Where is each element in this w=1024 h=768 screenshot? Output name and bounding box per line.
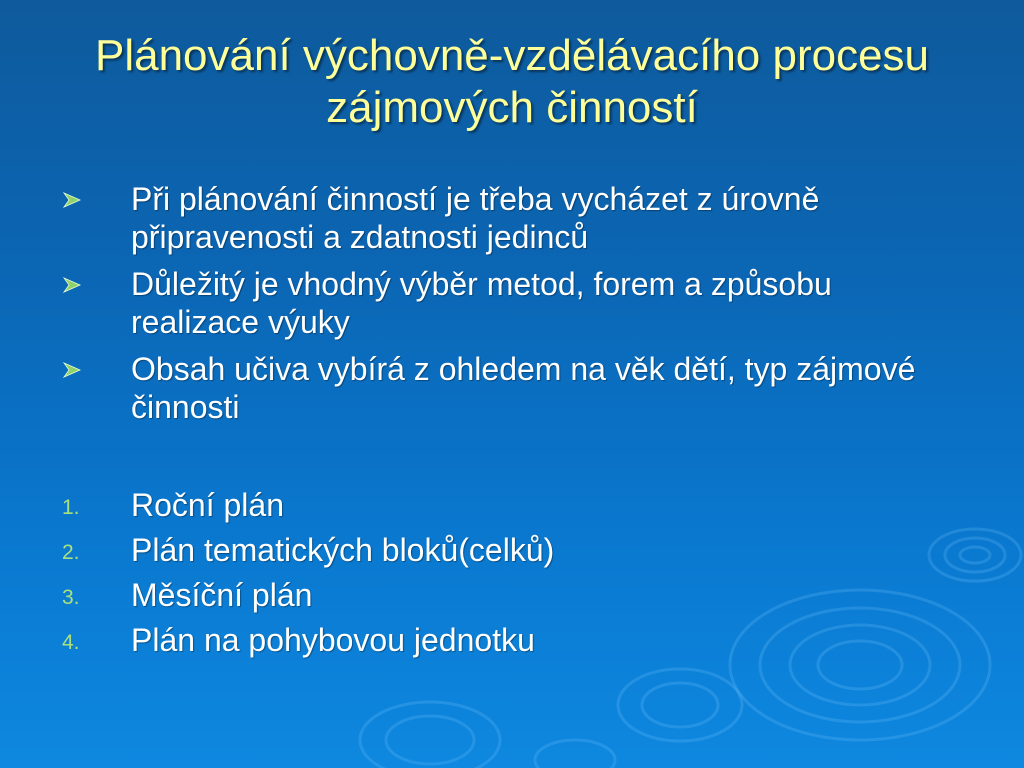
numbered-item (56, 622, 966, 658)
bullet-text: Při plánování činností je třeba vycházet z úrovně připravenosti a zdatnosti jedinců (131, 181, 820, 255)
number-marker: 4. (62, 631, 80, 654)
numbered-text: Roční plán (131, 487, 284, 523)
numbered-list (56, 487, 966, 667)
numbered-text: Plán na pohybovou jednotku (131, 622, 535, 658)
bullet-text: Důležitý je vhodný výběr metod, forem a způsobu realizace výuky (131, 266, 832, 340)
slide-title: Plánování výchovně-vzdělávacího procesu zájmových činností (94, 31, 930, 132)
numbered-item (56, 487, 966, 523)
bullet-list (56, 180, 966, 435)
numbered-text: Měsíční plán (131, 577, 313, 613)
number-marker: 3. (62, 586, 80, 609)
bullet-text: Obsah učiva vybírá z ohledem na věk dětí, typ zájmové činnosti (131, 351, 916, 425)
bullet-item (56, 350, 966, 426)
arrow-bullet-icon (62, 362, 82, 378)
arrow-bullet-icon (62, 192, 82, 208)
numbered-item (56, 577, 966, 613)
numbered-item (56, 532, 966, 568)
arrow-bullet-icon (62, 277, 82, 293)
bullet-item (56, 180, 966, 256)
bullet-item (56, 265, 966, 341)
number-marker: 1. (62, 496, 80, 519)
number-marker: 2. (62, 541, 80, 564)
numbered-text: Plán tematických bloků(celků) (131, 532, 555, 568)
